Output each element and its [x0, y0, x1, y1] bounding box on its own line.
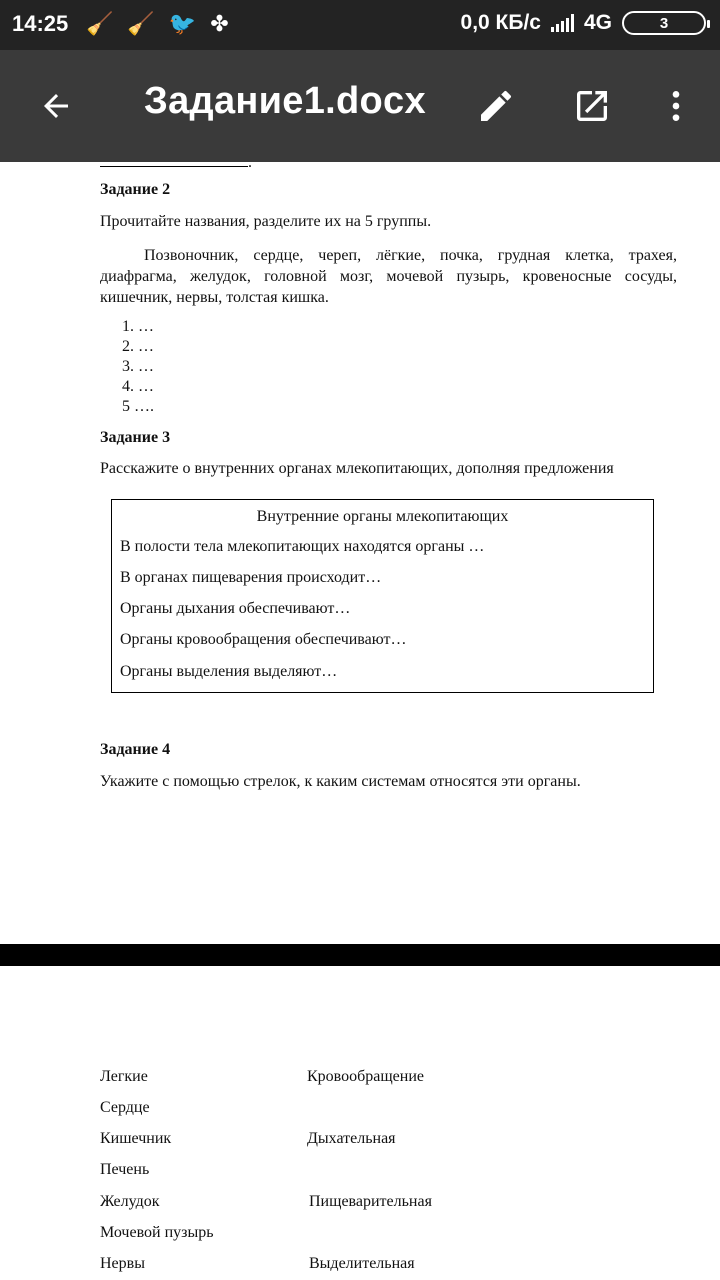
- organ-item: Мочевой пузырь: [100, 1224, 214, 1241]
- arrow-back-icon: [38, 88, 74, 124]
- table-line: В органах пищеварения происходит…: [120, 569, 382, 586]
- table-line: В полости тела млекопитающих находятся органы …: [120, 538, 485, 555]
- system-item: Пищеварительная: [309, 1193, 432, 1210]
- page-separator: [0, 944, 720, 966]
- organ-item: Легкие: [100, 1068, 148, 1085]
- more-vert-icon: [656, 86, 696, 126]
- task2-paragraph: Позвоночник, сердце, череп, лёгкие, почка, грудная клетка, трахея, диафрагма, желудок, головной мозг, мочевой пузырь, кровеносные сосуды, кишечник, нервы, толстая кишка.: [100, 247, 677, 306]
- table-line: Органы кровообращения обеспечивают…: [120, 631, 407, 648]
- organ-item: Печень: [100, 1161, 150, 1178]
- task3-table: [111, 499, 654, 693]
- task2-list: [100, 317, 154, 417]
- back-button[interactable]: [34, 84, 78, 128]
- bird-icon: 🐦: [168, 11, 197, 36]
- system-item: Кровообращение: [307, 1068, 425, 1085]
- underline-period: .: [248, 162, 252, 171]
- task2-instruction: Прочитайте названия, разделите их на 5 группы.: [100, 213, 432, 230]
- list-item: 1. …: [122, 318, 154, 335]
- table-title: Внутренние органы млекопитающих: [256, 508, 509, 525]
- table-line: Органы выделения выделяют…: [120, 663, 338, 680]
- signal-icon: [551, 14, 574, 32]
- task4-heading: Задание 4: [100, 741, 171, 758]
- pencil-icon: [476, 86, 516, 126]
- task3-instruction: Расскажите о внутренних органах млекопитающих, дополняя предложения: [100, 460, 614, 477]
- task3-heading: Задание 3: [100, 429, 171, 446]
- document-page[interactable]: [0, 162, 720, 944]
- network-type: 4G: [583, 11, 612, 34]
- battery-level: 3: [659, 14, 669, 32]
- organ-item: Сердце: [100, 1099, 150, 1116]
- organ-item: Кишечник: [100, 1130, 172, 1147]
- list-item: 3. …: [122, 358, 154, 375]
- open-external-button[interactable]: [570, 84, 614, 128]
- task2-heading: Задание 2: [100, 181, 171, 198]
- document-title: Задание1.docx: [144, 80, 426, 122]
- battery-icon: [622, 11, 706, 35]
- list-item: 4. …: [122, 378, 154, 395]
- notification-icons: [86, 11, 229, 37]
- cleaner-icon-2: 🧹: [127, 11, 155, 36]
- network-speed: 0,0 КБ/с: [460, 11, 541, 34]
- organ-item: Нервы: [100, 1255, 145, 1272]
- status-time: 14:25: [12, 11, 69, 36]
- list-item: 5 ….: [122, 398, 154, 415]
- open-in-new-icon: [572, 86, 612, 126]
- task4-instruction: Укажите с помощью стрелок, к каким системам относятся эти органы.: [100, 773, 581, 790]
- more-options-button[interactable]: [654, 84, 698, 128]
- app-bar: [0, 50, 720, 162]
- system-item: Выделительная: [309, 1255, 415, 1272]
- underline-blank: [100, 166, 248, 167]
- organ-item: Желудок: [100, 1193, 160, 1210]
- pinwheel-icon: ✤: [210, 11, 229, 36]
- document-page-2[interactable]: [0, 966, 720, 1280]
- status-right: [461, 11, 706, 35]
- list-item: 2. …: [122, 338, 154, 355]
- status-bar: [0, 0, 720, 50]
- table-line: Органы дыхания обеспечивают…: [120, 600, 351, 617]
- system-item: Дыхательная: [307, 1130, 396, 1147]
- edit-button[interactable]: [474, 84, 518, 128]
- cleaner-icon: 🧹: [86, 11, 114, 36]
